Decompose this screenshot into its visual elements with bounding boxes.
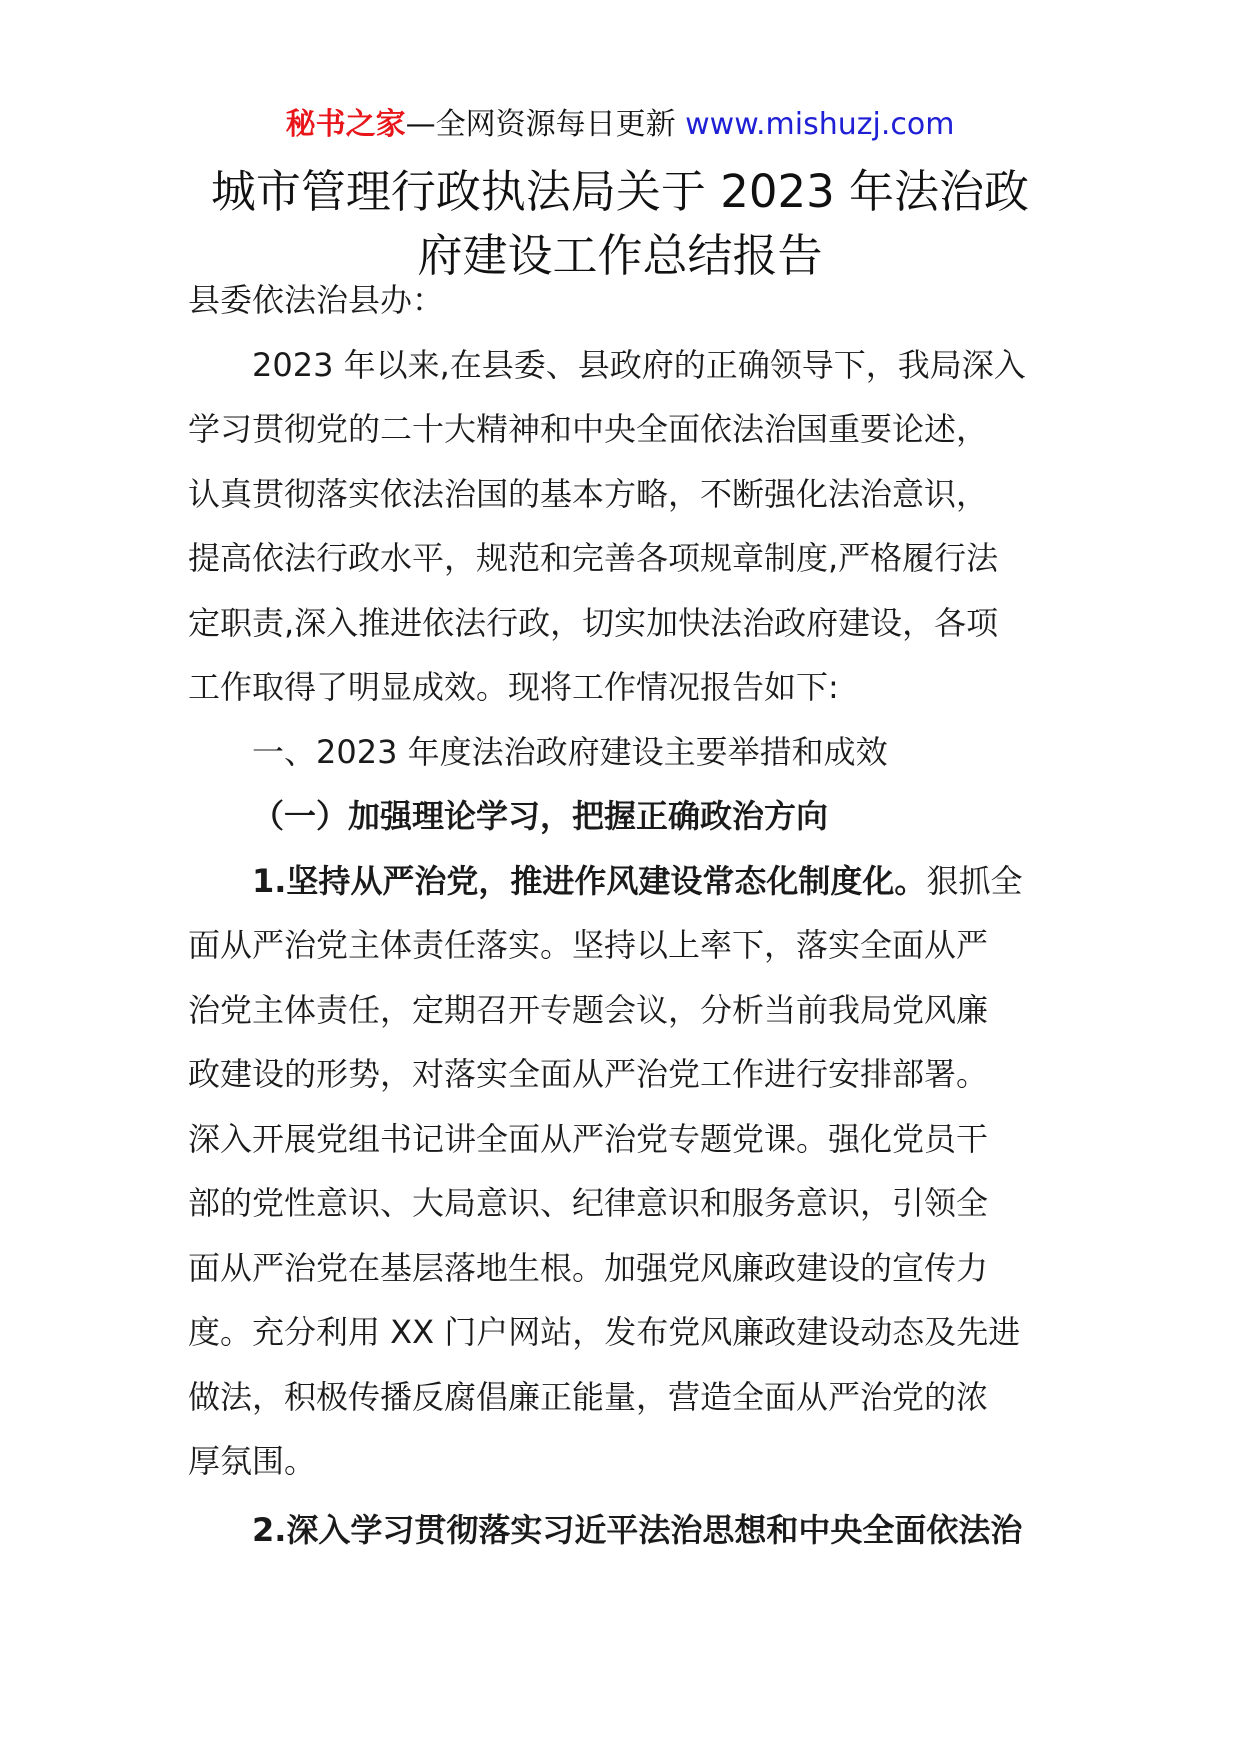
item-1-line: 部的党性意识、大局意识、纪律意识和服务意识，引领全 xyxy=(188,1184,989,1222)
item-1-line: 面从严治党在基层落地生根。加强党风廉政建设的宣传力 xyxy=(188,1248,989,1287)
intro-line: 认真贯彻落实依法治国的基本方略，不断强化法治意识， xyxy=(188,474,989,513)
item-1-line: 深入开展党组书记讲全面从严治党专题党课。强化党员干 xyxy=(188,1119,989,1158)
item-1-line: 治党主体责任，定期召开专题会议，分析当前我局党风廉 xyxy=(188,990,989,1029)
brand-name: 秘书之家 xyxy=(285,107,406,142)
item-1-line: 面从严治党主体责任落实。坚持以上率下，落实全面从严 xyxy=(188,926,989,964)
item-1-line: 厚氛围。 xyxy=(188,1442,317,1480)
document-body xyxy=(188,268,1068,1562)
item-1-first-line xyxy=(188,849,1068,914)
title-line-2: 府建设工作总结报告 xyxy=(417,229,823,282)
intro-line: 提高依法行政水平，规范和完善各项规章制度,严格履行法 xyxy=(188,539,999,577)
intro-line: 学习贯彻党的二十大精神和中央全面依法治国重要论述， xyxy=(188,410,989,448)
site-url-link[interactable]: www.mishuzj.com xyxy=(685,107,955,142)
header-slogan: —全网资源每日更新 xyxy=(405,107,676,142)
intro-line: 工作取得了明显成效。现将工作情况报告如下: xyxy=(188,668,839,706)
item-1-line: 政建设的形势，对落实全面从严治党工作进行安排部署。 xyxy=(188,1055,989,1093)
subsection-heading-1: （一）加强理论学习，把握正确政治方向 xyxy=(252,797,829,835)
item-1-line: 度。充分利用 XX 门户网站，发布党风廉政建设动态及先进 xyxy=(188,1313,1021,1351)
intro-line: 2023 年以来,在县委、县政府的正确领导下，我局深入 xyxy=(252,345,1026,384)
section-heading-1: 一、2023 年度法治政府建设主要举措和成效 xyxy=(252,732,888,771)
item-1-heading: 1.坚持从严治党，推进作风建设常态化制度化。 xyxy=(252,861,927,900)
item-1-line: 做法，积极传播反腐倡廉正能量，营造全面从严治党的浓 xyxy=(188,1377,989,1416)
item-2-heading: 2.深入学习贯彻落实习近平法治思想和中央全面依法治 xyxy=(252,1510,1023,1549)
title-line-1: 城市管理行政执法局关于 2023 年法治政 xyxy=(210,165,1030,218)
site-header xyxy=(0,100,1240,150)
salutation: 县委依法治县办： xyxy=(188,281,445,319)
item-1-lead-text: 狠抓全 xyxy=(926,861,1023,900)
intro-line: 定职责,深入推进依法行政，切实加快法治政府建设，各项 xyxy=(188,603,999,642)
